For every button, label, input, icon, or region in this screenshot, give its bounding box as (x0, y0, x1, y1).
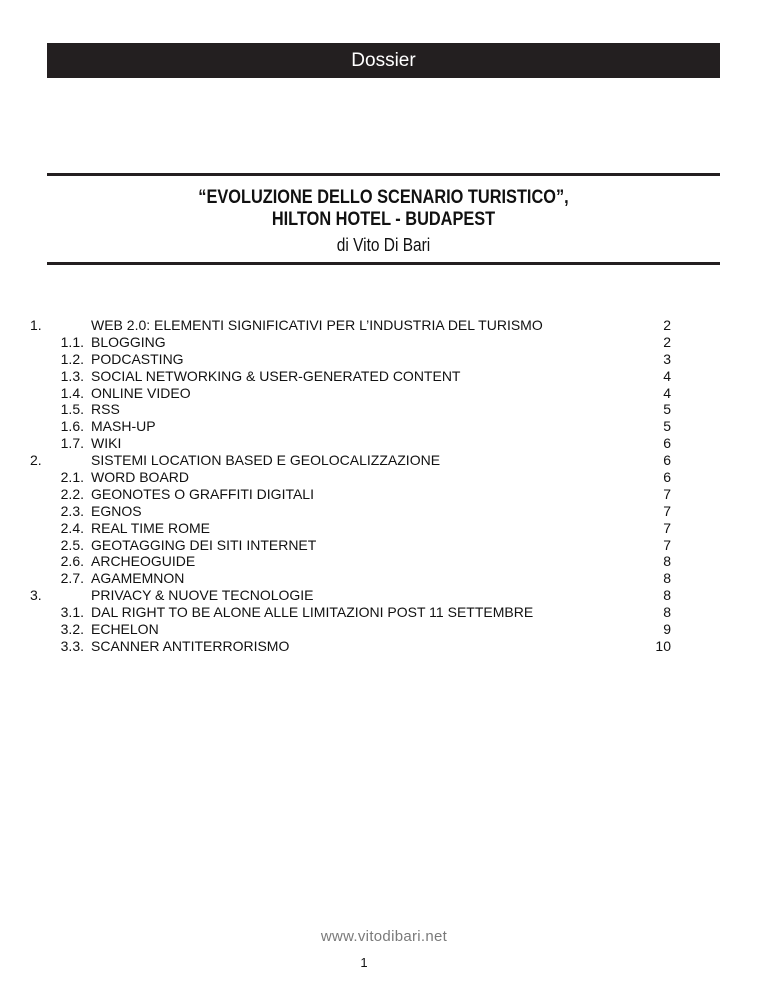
toc-entry[interactable] (30, 503, 670, 520)
toc-entry-page: 9 (663, 621, 671, 638)
toc-entry-page: 4 (663, 367, 671, 384)
toc-entry-title: WIKI (91, 435, 122, 452)
toc-entry-page: 5 (663, 418, 671, 435)
toc-entry[interactable] (30, 368, 670, 385)
toc-entry[interactable] (30, 621, 670, 638)
toc-entry-number: 2.6. (60, 553, 84, 570)
toc-entry[interactable] (30, 604, 670, 621)
toc-entry-title: ARCHEOGUIDE (91, 553, 196, 570)
toc-entry[interactable] (30, 486, 670, 503)
toc-entry-page: 7 (663, 502, 671, 519)
toc-entry-page: 5 (663, 401, 671, 418)
toc-entry-title: GEONOTES O GRAFFITI DIGITALI (91, 485, 314, 502)
toc-entry[interactable] (30, 334, 670, 351)
document-title-line-1: “EVOLUZIONE DELLO SCENARIO TURISTICO”, (198, 187, 569, 208)
toc-entry-number: 1.7. (60, 435, 84, 452)
table-of-contents (30, 317, 670, 655)
toc-entry-number: 1.5. (60, 401, 84, 418)
toc-entry-number: 1.6. (60, 418, 84, 435)
toc-entry-number: 1.1. (60, 333, 84, 350)
toc-entry-number: 3.3. (60, 637, 84, 654)
dossier-header-bar (47, 43, 720, 78)
document-author: di Vito Di Bari (336, 235, 431, 255)
toc-entry-number: 1.3. (60, 367, 84, 384)
toc-entry-title: MASH-UP (91, 418, 156, 435)
dossier-label: Dossier (351, 50, 416, 71)
toc-entry[interactable] (30, 638, 670, 655)
toc-entry-page: 8 (663, 604, 671, 621)
toc-entry[interactable] (30, 385, 670, 402)
toc-entry-number: 2.2. (60, 485, 84, 502)
toc-entry-page: 2 (663, 317, 671, 333)
toc-entry-title: ONLINE VIDEO (91, 384, 191, 401)
toc-entry-page: 7 (663, 485, 671, 502)
toc-entry-title: ECHELON (91, 621, 159, 638)
toc-entry-page: 8 (663, 570, 671, 587)
toc-entry-title: PODCASTING (91, 350, 184, 367)
toc-entry-page: 8 (663, 587, 671, 604)
toc-entry-title: SOCIAL NETWORKING & USER-GENERATED CONTENT (91, 367, 461, 384)
toc-entry-page: 2 (663, 333, 671, 350)
toc-entry-number: 1. (30, 317, 42, 333)
toc-entry-page: 6 (663, 452, 671, 469)
toc-entry-number: 3.1. (60, 604, 84, 621)
toc-entry[interactable] (30, 435, 670, 452)
toc-entry-number: 1.2. (60, 350, 84, 367)
toc-entry-page: 10 (655, 637, 671, 654)
toc-entry-page: 4 (663, 384, 671, 401)
toc-entry-title: WEB 2.0: ELEMENTI SIGNIFICATIVI PER L’INDUSTRIA DEL TURISMO (91, 317, 543, 333)
toc-entry-number: 2.3. (60, 502, 84, 519)
toc-entry-page: 7 (663, 519, 671, 536)
toc-entry-title: SCANNER ANTITERRORISMO (91, 637, 290, 654)
toc-entry-number: 2.1. (60, 469, 84, 486)
toc-entry-title: DAL RIGHT TO BE ALONE ALLE LIMITAZIONI POST 11 SETTEMBRE (91, 604, 534, 621)
toc-entry-number: 2.4. (60, 519, 84, 536)
toc-entry[interactable] (30, 418, 670, 435)
toc-entry-page: 6 (663, 469, 671, 486)
toc-entry[interactable] (30, 317, 670, 334)
toc-entry-number: 2. (30, 452, 42, 469)
toc-entry[interactable] (30, 587, 670, 604)
toc-entry-number: 3.2. (60, 621, 84, 638)
title-block (47, 173, 720, 265)
document-title-line-2: HILTON HOTEL - BUDAPEST (271, 209, 496, 230)
toc-entry-title: EGNOS (91, 502, 142, 519)
toc-entry[interactable] (30, 401, 670, 418)
toc-entry-page: 7 (663, 536, 671, 553)
toc-entry-page: 6 (663, 435, 671, 452)
toc-entry-title: WORD BOARD (91, 469, 189, 486)
toc-entry[interactable] (30, 553, 670, 570)
toc-entry[interactable] (30, 351, 670, 368)
toc-entry-title: RSS (91, 401, 120, 418)
toc-entry-number: 2.5. (60, 536, 84, 553)
toc-entry-number: 3. (30, 587, 42, 604)
toc-entry-title: BLOGGING (91, 333, 166, 350)
toc-entry-title: AGAMEMNON (91, 570, 185, 587)
toc-entry[interactable] (30, 520, 670, 537)
toc-entry[interactable] (30, 570, 670, 587)
page-number: 1 (360, 955, 368, 970)
toc-entry[interactable] (30, 537, 670, 554)
toc-entry-page: 3 (663, 350, 671, 367)
toc-entry-number: 1.4. (60, 384, 84, 401)
footer-website: www.vitodibari.net (320, 928, 448, 945)
toc-entry-title: REAL TIME ROME (91, 519, 211, 536)
toc-entry-title: SISTEMI LOCATION BASED E GEOLOCALIZZAZIONE (91, 452, 441, 469)
toc-entry-page: 8 (663, 553, 671, 570)
toc-entry[interactable] (30, 469, 670, 486)
toc-entry-number: 2.7. (60, 570, 84, 587)
toc-entry-title: GEOTAGGING DEI SITI INTERNET (91, 536, 317, 553)
toc-entry[interactable] (30, 452, 670, 469)
toc-entry-title: PRIVACY & NUOVE TECNOLOGIE (91, 587, 314, 604)
